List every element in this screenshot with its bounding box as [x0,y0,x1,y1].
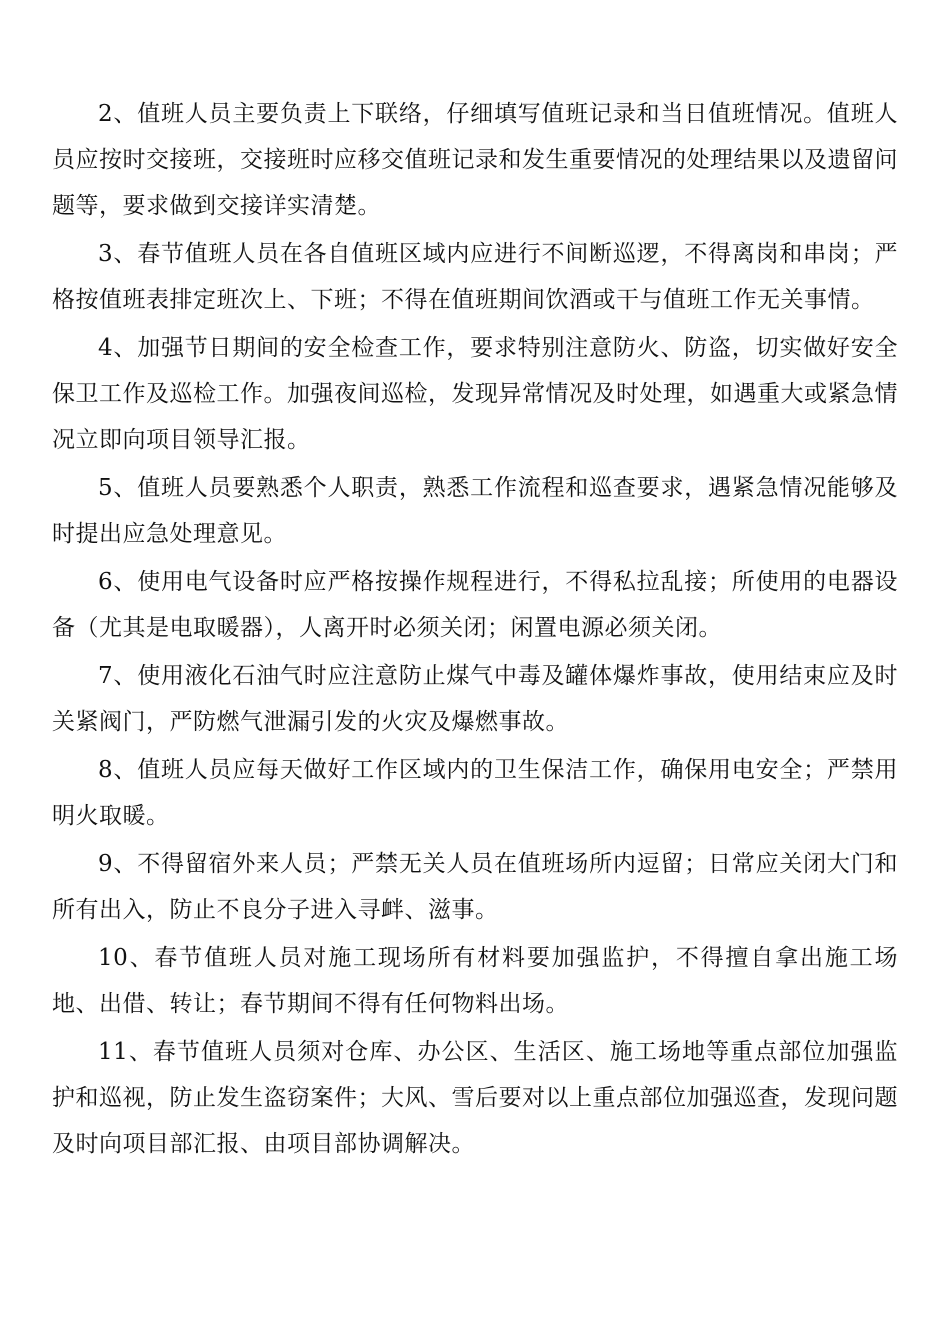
paragraph-item-4: 4、加强节日期间的安全检查工作，要求特别注意防火、防盗，切实做好安全保卫工作及巡检工作。加强夜间巡检，发现异常情况及时处理，如遇重大或紧急情况立即向项目领导汇报。 [52,335,898,453]
paragraph-item-9: 9、不得留宿外来人员；严禁无关人员在值班场所内逗留；日常应关闭大门和所有出入，防止不良分子进入寻衅、滋事。 [52,851,898,923]
paragraph-item-6: 6、使用电气设备时应严格按操作规程进行，不得私拉乱接；所使用的电器设备（尤其是电取暖器），人离开时必须关闭；闲置电源必须关闭。 [52,569,898,641]
paragraph-item-5: 5、值班人员要熟悉个人职责，熟悉工作流程和巡查要求，遇紧急情况能够及时提出应急处理意见。 [52,475,898,547]
paragraph-item-11: 11、春节值班人员须对仓库、办公区、生活区、施工场地等重点部位加强监护和巡视，防止发生盗窃案件；大风、雪后要对以上重点部位加强巡查，发现问题及时向项目部汇报、由项目部协调解决。 [52,1039,898,1157]
paragraph-item-10: 10、春节值班人员对施工现场所有材料要加强监护，不得擅自拿出施工场地、出借、转让；春节期间不得有任何物料出场。 [52,945,898,1017]
paragraph-item-2: 2、值班人员主要负责上下联络，仔细填写值班记录和当日值班情况。值班人员应按时交接班，交接班时应移交值班记录和发生重要情况的处理结果以及遗留问题等，要求做到交接详实清楚。 [52,101,898,219]
paragraph-item-3: 3、春节值班人员在各自值班区域内应进行不间断巡逻，不得离岗和串岗；严格按值班表排定班次上、下班；不得在值班期间饮酒或干与值班工作无关事情。 [52,241,898,313]
document-page [52,91,898,1169]
paragraph-item-8: 8、值班人员应每天做好工作区域内的卫生保洁工作，确保用电安全；严禁用明火取暖。 [52,757,898,829]
paragraph-item-7: 7、使用液化石油气时应注意防止煤气中毒及罐体爆炸事故，使用结束应及时关紧阀门，严防燃气泄漏引发的火灾及爆燃事故。 [52,663,898,735]
